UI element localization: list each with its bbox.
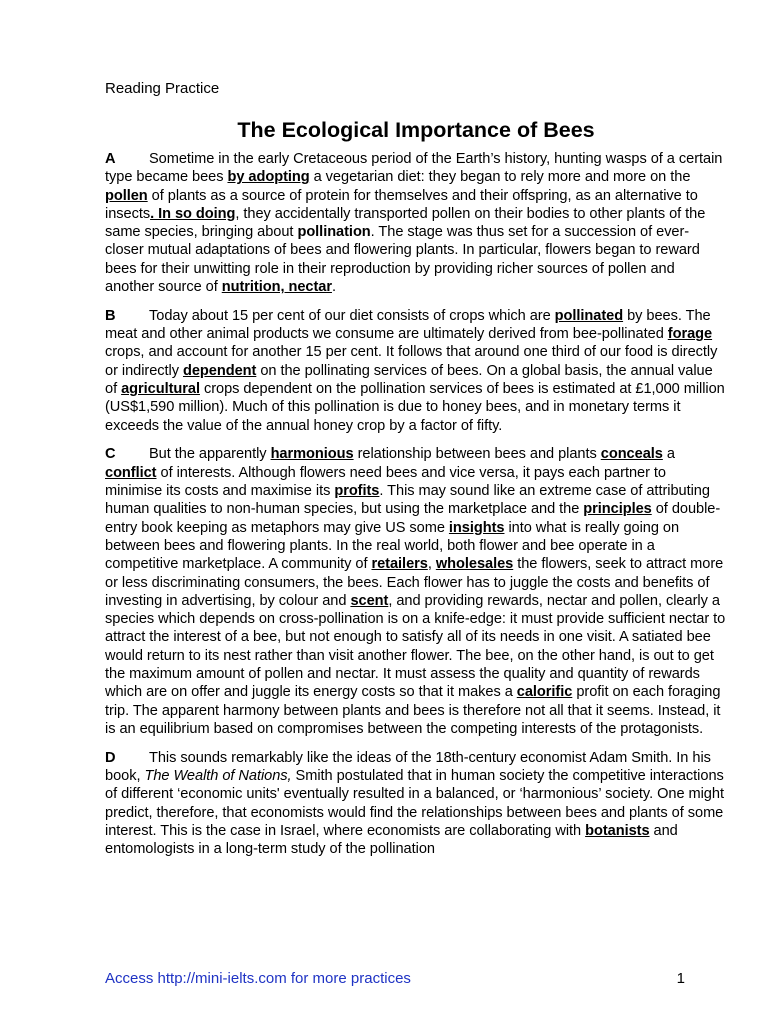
text-run: crops dependent on the pollination services of bees is estimated at £1,000 million (US$1,590 million). Much of this pollination is due to honey bees, and in monetary terms it exceeds the value of the annual honey crop by a factor of fifty. xyxy=(105,381,725,434)
header-label: Reading Practice xyxy=(105,80,220,97)
text-run: a vegetarian diet: they began to rely more and more on the xyxy=(309,169,691,186)
text-run: a xyxy=(662,446,675,463)
keyword: harmonious xyxy=(270,446,354,463)
text-run: , they accidentally transported pollen on their bodies to other plants of the same species, bringing about xyxy=(105,205,706,241)
text-run: . This may sound like an extreme case of attributing human qualities to non-human species, but using the marketplace and the xyxy=(105,483,710,518)
keyword: conceals xyxy=(600,446,663,463)
text-run: and entomologists in a long-term study of the pollination xyxy=(105,822,678,858)
page-number: 1 xyxy=(676,970,685,987)
keyword: dependent xyxy=(182,362,257,379)
text-run: profit on each foraging trip. The apparent harmony between plants and bees is therefore not all that it seems. Instead, it is an equilibrium based on compromises between the competing interests of the protagonists. xyxy=(105,684,721,737)
text-run: by bees. The meat and other animal products we consume are ultimately derived from bee-pollinated xyxy=(105,307,711,343)
paragraph-letter: C xyxy=(105,446,116,463)
paragraph-letter: A xyxy=(105,151,116,167)
document-page xyxy=(105,0,727,1024)
article-body xyxy=(105,150,727,869)
text-run: crops, and account for another 15 per cent. It follows that around one third of our food is directly or indirectly xyxy=(105,344,718,379)
keyword: pollinated xyxy=(554,307,624,324)
text-run: into what is really going on between bees and flowering plants. In the real world, both flower and bee operate in a competitive marketplace. A community of xyxy=(105,519,680,573)
text-run: , and providing rewards, nectar and pollen, clearly a species which depends on cross-pollination is on a knife-edge: it must provide sufficient nectar to attract the interest of a bee, but not enough to satisfy all of its needs in one visit. A satiated bee would return to its nest rather than visit another flower. The bee, on the other hand, is out to get the maximum amount of pollen and nectar. It must assess the quality and quantity of rewards which are on offer and juggle its energy costs so that it makes a xyxy=(105,592,726,701)
paragraph-letter: D xyxy=(105,749,116,766)
text-run: the flowers, seek to attract more or less discriminating consumers, the bees. Each flower has to juggle the costs and benefits of investing in advertising, by colour and xyxy=(105,556,724,609)
text-run: of plants as a source of protein for themselves and their offspring, as an alternative to insects xyxy=(105,187,698,222)
keyword: . In so doing xyxy=(150,205,236,222)
keyword: insights xyxy=(448,519,505,536)
text-run: But the apparently xyxy=(149,446,271,463)
keyword: by adopting xyxy=(227,169,310,186)
footer-link[interactable]: Access http://mini-ielts.com for more practices xyxy=(105,970,411,987)
keyword: agricultural xyxy=(121,381,200,398)
book-title: The Wealth of Nations, xyxy=(144,768,292,784)
text-run: This sounds remarkably like the ideas of the 18th-century economist Adam Smith. In his book, xyxy=(105,749,711,784)
paragraph xyxy=(105,445,727,738)
paragraph-letter: B xyxy=(105,307,116,324)
page-title: The Ecological Importance of Bees xyxy=(237,118,595,142)
paragraph xyxy=(105,307,727,435)
keyword: conflict xyxy=(105,464,157,481)
bold-term: pollination xyxy=(297,224,371,241)
text-run: on the pollinating services of bees. On a global basis, the annual value of xyxy=(105,362,713,398)
paragraph xyxy=(105,150,727,296)
keyword: principles xyxy=(583,501,652,518)
paragraph xyxy=(105,749,727,859)
keyword: retailers xyxy=(371,556,428,573)
footer xyxy=(105,970,685,987)
text-run: Today about 15 per cent of our diet consists of crops which are xyxy=(149,307,555,324)
keyword: forage xyxy=(667,326,713,343)
text-run: , xyxy=(427,556,436,573)
keyword: calorific xyxy=(516,684,573,701)
keyword: pollen xyxy=(105,187,148,204)
keyword: profits xyxy=(334,483,380,500)
text-run: Sometime in the early Cretaceous period of the Earth’s history, hunting wasps of a certain type became bees xyxy=(105,151,723,186)
keyword: botanists xyxy=(585,822,650,839)
text-run: Smith postulated that in human society the competitive interactions of different ‘economic units' eventually resulted in a balanced, or ‘harmonious’ society. One might predict, therefore, that economists would find the relationships between bees and plants of some interest. This is the case in Israel, where economists are collaborating with xyxy=(105,768,724,839)
text-run: relationship between bees and plants xyxy=(353,446,601,463)
keyword: scent xyxy=(350,592,389,609)
text-run: . xyxy=(331,279,336,296)
keyword: nutrition, nectar xyxy=(221,279,332,296)
text-run: of interests. Although flowers need bees and vice versa, it pays each partner to minimise its costs and maximise its xyxy=(105,464,666,500)
text-run: of double-entry book keeping as metaphors may give US some xyxy=(105,501,721,536)
keyword: wholesales xyxy=(435,556,514,573)
text-run: . The stage was thus set for a succession of ever-closer mutual adaptations of bees and flowering plants. In particular, flowers began to reward bees for their unwitting role in their reproduction by providing richer sources of pollen and another source of xyxy=(105,224,700,296)
